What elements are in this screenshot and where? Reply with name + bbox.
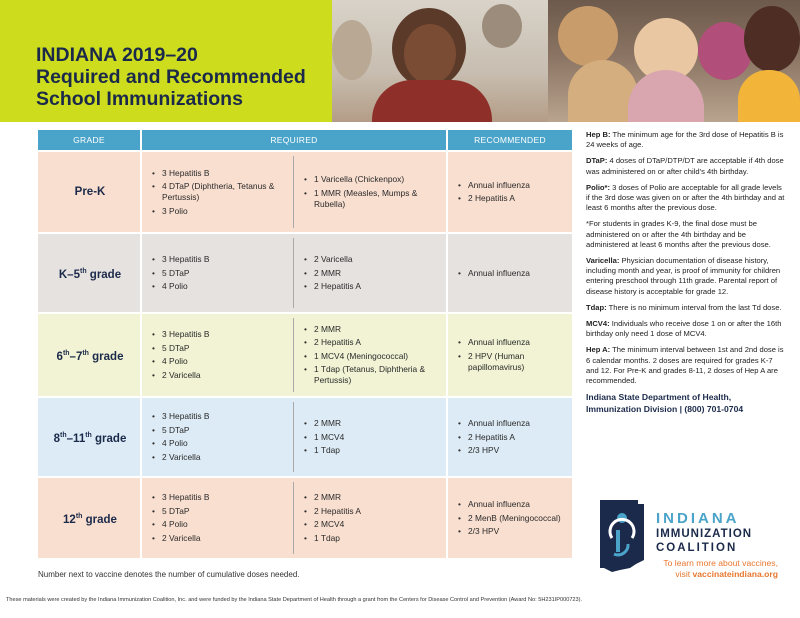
table-row	[38, 478, 572, 558]
list-item: • Annual influenza	[458, 499, 566, 510]
list-item: • 4 Polio	[152, 438, 285, 449]
website-link[interactable]: vaccinateindiana.org	[692, 569, 778, 579]
list-item: • 2 MMR	[304, 492, 438, 503]
grade-label: 6th–7th grade	[56, 349, 124, 363]
logo-text-indiana: INDIANA	[656, 510, 740, 527]
list-item: • 1 MMR (Measles, Mumps & Rubella)	[304, 188, 438, 210]
note-tdap: Tdap: There is no minimum interval from the last Td dose.	[586, 302, 782, 312]
title-line-1: INDIANA 2019–20	[36, 44, 198, 66]
list-item: • Annual influenza	[458, 418, 566, 429]
contact-info	[586, 392, 786, 415]
list-item: • 3 Hepatitis B	[152, 329, 285, 340]
list-item: • 2 Varicella	[304, 254, 438, 265]
list-item: • 4 Polio	[152, 356, 285, 367]
page-title	[36, 44, 306, 110]
header-required: REQUIRED	[142, 130, 446, 150]
list-item: • 2 MCV4	[304, 519, 438, 530]
list-item: • 2/3 HPV	[458, 526, 566, 537]
contact-line-2: Immunization Division | (800) 701-0704	[586, 403, 744, 414]
list-item: • 2 MenB (Meningococcal)	[458, 513, 566, 524]
required-cell	[142, 478, 446, 558]
list-item: • 5 DTaP	[152, 425, 285, 436]
list-item: • 2 MMR	[304, 324, 438, 335]
recommended-cell	[448, 478, 572, 558]
recommended-cell	[448, 398, 572, 476]
grade-cell	[38, 478, 140, 558]
list-item: • 4 DTaP (Diphtheria, Tetanus & Pertussis)	[152, 181, 285, 203]
list-item: • 3 Polio	[152, 206, 285, 217]
table-row	[38, 152, 572, 232]
logo-text-immunization: IMMUNIZATION	[656, 528, 753, 540]
learn-more-text: To learn more about vaccines,	[663, 558, 778, 568]
recommended-cell	[448, 314, 572, 396]
notes-panel	[586, 130, 786, 415]
grade-cell	[38, 234, 140, 312]
recommended-cell	[448, 234, 572, 312]
list-item: • 2 Hepatitis A	[304, 281, 438, 292]
required-cell	[142, 314, 446, 396]
table-header-row	[38, 130, 572, 150]
list-item: • 1 MCV4	[304, 432, 438, 443]
list-item: • 1 MCV4 (Meningococcal)	[304, 351, 438, 362]
list-item: • Annual influenza	[458, 268, 566, 279]
list-item: • 2 Varicella	[152, 370, 285, 381]
list-item: • 2 MMR	[304, 418, 438, 429]
header-recommended: RECOMMENDED	[448, 130, 572, 150]
list-item: • 3 Hepatitis B	[152, 168, 285, 179]
list-item: • 2 Hepatitis A	[304, 337, 438, 348]
learn-more-visit: visit vaccinateindiana.org	[675, 569, 778, 579]
table-row	[38, 234, 572, 312]
list-item: • 2 Hepatitis A	[458, 193, 566, 204]
required-cell	[142, 234, 446, 312]
note-polio-asterisk: *For students in grades K-9, the final dose must be administered on or after the 4th birthday and be administered at least 6 months after the previous dose.	[586, 219, 771, 249]
note-dtap: DTaP: 4 doses of DTaP/DTP/DT are acceptable if 4th dose was administered on or after child’s 4th birthday.	[586, 156, 784, 176]
list-item: • 1 Varicella (Chickenpox)	[304, 174, 438, 185]
grade-label: 12th grade	[63, 512, 117, 526]
list-item: • Annual influenza	[458, 180, 566, 191]
learn-more	[600, 558, 778, 580]
funding-credit: These materials were created by the Indiana Immunization Coalition, Inc. and were funded by the Indiana State Department of Health through a grant from the Centers for Disease Control and Prevention (Award No: 5H231IP000723).	[6, 597, 583, 603]
required-cell	[142, 152, 446, 232]
note-hep-a: Hep A: The minimum interval between 1st and 2nd dose is 6 calendar months. 2 doses are required for grades K-7 and 12. For Pre-K and grades 8-11, 2 doses of Hep A are recommended.	[586, 345, 784, 386]
coalition-logo	[594, 500, 794, 560]
note-varicella: Varicella: Physician documentation of disease history, including month and year, is proof of immunity for children entering preschool through 11th grade. Parental report of disease history is acceptable for grade 12.	[586, 256, 781, 296]
list-item: • 1 Tdap (Tetanus, Diphtheria & Pertussis)	[304, 364, 438, 386]
list-item: • 3 Hepatitis B	[152, 492, 285, 503]
list-item: • 5 DTaP	[152, 268, 285, 279]
list-item: • 2 MMR	[304, 268, 438, 279]
student-photo	[332, 0, 548, 122]
required-cell	[142, 398, 446, 476]
grade-label: K–5th grade	[58, 267, 122, 281]
logo-text-coalition: COALITION	[656, 542, 738, 554]
list-item: • 2 Varicella	[152, 533, 285, 544]
title-line-3: School Immunizations	[36, 88, 243, 110]
grade-cell	[38, 152, 140, 232]
header-grade: GRADE	[38, 130, 140, 150]
list-item: • Annual influenza	[458, 337, 566, 348]
note-hep-b: Hep B: The minimum age for the 3rd dose of Hepatitis B is 24 weeks of age.	[586, 130, 784, 150]
grade-cell	[38, 314, 140, 396]
header-banner	[0, 0, 800, 122]
title-line-2: Required and Recommended	[36, 66, 306, 88]
note-polio: Polio*: 3 doses of Polio are acceptable for all grade levels if the 3rd dose was given on or after the 4th birthday and at least 6 months after the previous dose.	[586, 182, 785, 213]
grade-label: 8th–11th grade	[53, 431, 127, 445]
list-item: • 3 Hepatitis B	[152, 411, 285, 422]
dose-footnote: Number next to vaccine denotes the number of cumulative doses needed.	[38, 570, 300, 579]
list-item: • 2/3 HPV	[458, 445, 566, 456]
recommended-cell	[448, 152, 572, 232]
list-item: • 2 Hepatitis A	[304, 506, 438, 517]
immunization-table	[38, 130, 572, 558]
list-item: • 1 Tdap	[304, 445, 438, 456]
table-row	[38, 398, 572, 476]
grade-label: Pre-K	[74, 185, 106, 198]
grade-cell	[38, 398, 140, 476]
list-item: • 3 Hepatitis B	[152, 254, 285, 265]
contact-line-1: Indiana State Department of Health,	[586, 392, 732, 403]
list-item: • 4 Polio	[152, 519, 285, 530]
list-item: • 1 Tdap	[304, 533, 438, 544]
table-row	[38, 314, 572, 396]
children-photo	[548, 0, 800, 122]
list-item: • 5 DTaP	[152, 343, 285, 354]
note-mcv4: MCV4: Individuals who receive dose 1 on or after the 16th birthday only need 1 dose of MCV4.	[586, 319, 782, 339]
list-item: • 2 Varicella	[152, 452, 285, 463]
list-item: • 5 DTaP	[152, 506, 285, 517]
list-item: • 2 Hepatitis A	[458, 432, 566, 443]
list-item: • 2 HPV (Human papillomavirus)	[458, 351, 566, 373]
list-item: • 4 Polio	[152, 281, 285, 292]
